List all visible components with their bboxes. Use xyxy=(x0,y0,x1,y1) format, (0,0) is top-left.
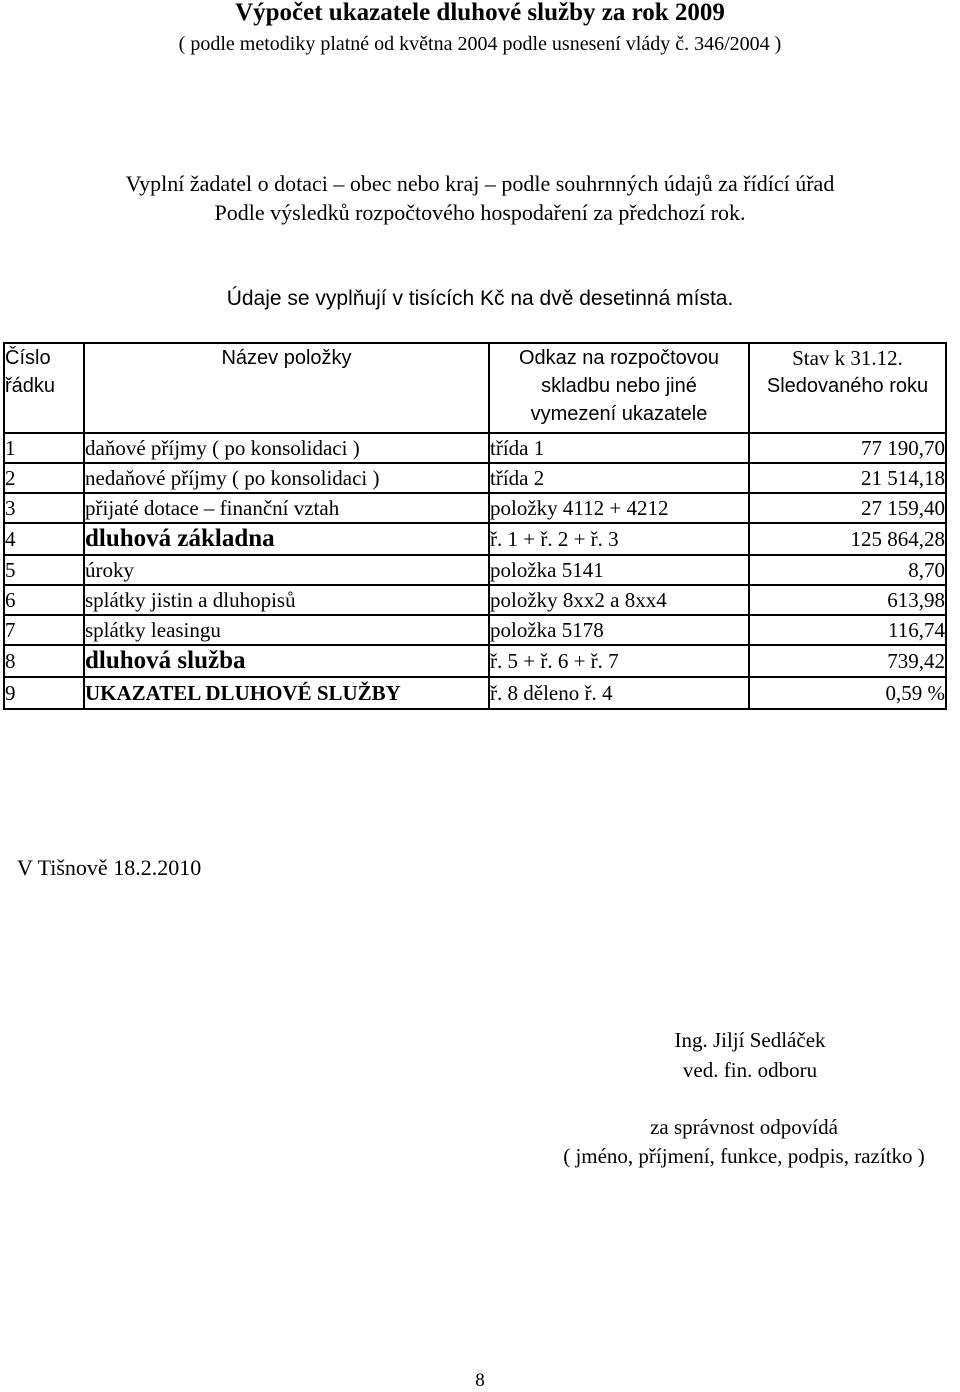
row-reference: třída 2 xyxy=(489,463,749,493)
table-row xyxy=(4,677,946,709)
header-item-name-label: Název položky xyxy=(221,347,352,369)
row-reference: položky 4112 + 4212 xyxy=(489,493,749,523)
row-value: 0,59 % xyxy=(749,677,946,709)
header-row-number-line1: Číslo xyxy=(5,347,51,369)
row-number: 2 xyxy=(4,463,84,493)
row-name: splátky leasingu xyxy=(84,615,489,645)
row-value: 116,74 xyxy=(749,615,946,645)
row-value: 613,98 xyxy=(749,585,946,615)
header-item-name xyxy=(84,343,489,433)
row-value: 21 514,18 xyxy=(749,463,946,493)
row-name: přijaté dotace – finanční vztah xyxy=(84,493,489,523)
row-name: daňové příjmy ( po konsolidaci ) xyxy=(84,433,489,463)
row-name-bold: dluhová základna xyxy=(85,525,275,552)
units-note: Údaje se vyplňují v tisících Kč na dvě desetinná místa. xyxy=(226,287,734,310)
row-name: nedaňové příjmy ( po konsolidaci ) xyxy=(84,463,489,493)
row-reference: ř. 5 + ř. 6 + ř. 7 xyxy=(489,645,749,677)
row-number: 5 xyxy=(4,555,84,585)
page-number: 8 xyxy=(475,1370,485,1391)
row-value: 77 190,70 xyxy=(749,433,946,463)
row-number: 7 xyxy=(4,615,84,645)
header-budget-reference-line3: vymezení ukazatele xyxy=(530,403,708,425)
table-header-row xyxy=(4,343,946,433)
row-name-bold: dluhová služba xyxy=(85,647,246,674)
table-row xyxy=(4,615,946,645)
header-budget-reference-line2: skladbu nebo jiné xyxy=(541,375,697,397)
row-reference: položky 8xx2 a 8xx4 xyxy=(489,585,749,615)
page-subtitle: ( podle metodiky platné od května 2004 podle usnesení vlády č. 346/2004 ) xyxy=(178,33,782,55)
responsible-label: za správnost odpovídá xyxy=(650,1115,838,1139)
signatory-name: Ing. Jiljí Sedláček xyxy=(674,1028,826,1052)
header-balance-line1: Stav k 31.12. xyxy=(792,346,903,370)
row-number: 3 xyxy=(4,493,84,523)
page-title: Výpočet ukazatele dluhové služby za rok 2009 xyxy=(235,0,725,26)
table-row xyxy=(4,433,946,463)
header-budget-reference-line1: Odkaz na rozpočtovou xyxy=(518,347,720,369)
debt-service-table xyxy=(3,342,947,710)
row-name: úroky xyxy=(84,555,489,585)
signatory-role: ved. fin. odboru xyxy=(682,1058,818,1082)
table-row xyxy=(4,493,946,523)
row-value: 8,70 xyxy=(749,555,946,585)
table-row xyxy=(4,463,946,493)
row-number: 8 xyxy=(4,645,84,677)
row-reference: ř. 8 děleno ř. 4 xyxy=(489,677,749,709)
header-balance-line2: Sledovaného roku xyxy=(766,375,929,397)
row-name xyxy=(84,523,489,555)
intro-line-2: Podle výsledků rozpočtového hospodaření za předchozí rok. xyxy=(214,200,746,225)
table-row xyxy=(4,585,946,615)
intro-line-1: Vyplní žadatel o dotaci – obec nebo kraj – podle souhrnných údajů za řídící úřad xyxy=(125,171,835,196)
place-date: V Tišnově 18.2.2010 xyxy=(17,855,202,880)
row-name: splátky jistin a dluhopisů xyxy=(84,585,489,615)
row-number: 9 xyxy=(4,677,84,709)
row-number: 6 xyxy=(4,585,84,615)
header-row-number xyxy=(4,343,84,433)
row-value: 125 864,28 xyxy=(749,523,946,555)
header-balance xyxy=(749,343,946,433)
table-row xyxy=(4,555,946,585)
header-budget-reference xyxy=(489,343,749,433)
row-number: 4 xyxy=(4,523,84,555)
responsible-fields: ( jméno, příjmení, funkce, podpis, razítko ) xyxy=(563,1144,925,1168)
table-row xyxy=(4,645,946,677)
row-name: UKAZATEL DLUHOVÉ SLUŽBY xyxy=(84,677,489,709)
row-value: 739,42 xyxy=(749,645,946,677)
row-reference: položka 5141 xyxy=(489,555,749,585)
table-row xyxy=(4,523,946,555)
row-reference: třída 1 xyxy=(489,433,749,463)
row-number: 1 xyxy=(4,433,84,463)
row-name xyxy=(84,645,489,677)
row-reference: položka 5178 xyxy=(489,615,749,645)
row-reference: ř. 1 + ř. 2 + ř. 3 xyxy=(489,523,749,555)
row-value: 27 159,40 xyxy=(749,493,946,523)
header-row-number-line2: řádku xyxy=(5,375,56,397)
